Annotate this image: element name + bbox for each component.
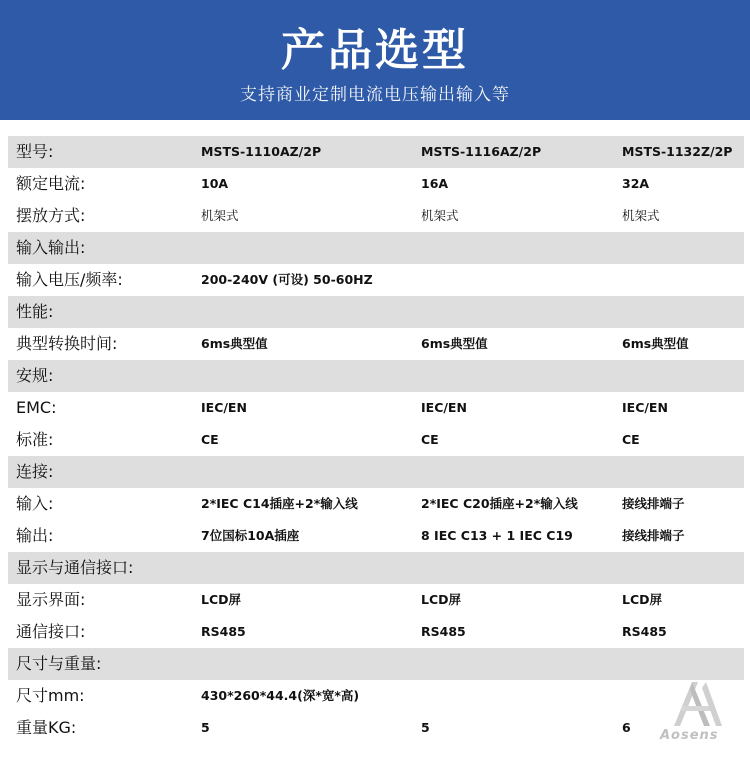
value-cell-col1: IEC/EN [201,400,247,415]
section-header-row [8,296,744,328]
value-cell-col1: 2*IEC C14插座+2*输入线 [201,496,358,511]
header-banner [0,0,750,120]
row-label: 输入输出: [16,238,86,257]
value-cell-col1: 430*260*44.4(深*宽*高) [201,688,360,703]
section-header-row [8,232,744,264]
value-cell-col2: LCD屏 [421,592,462,607]
value-cell-col1: 6ms典型值 [201,336,268,351]
value-cell-col1: 5 [201,720,210,735]
row-label: 显示界面: [16,590,86,609]
spec-row [8,168,744,200]
spec-row [8,200,744,232]
value-cell-col1: LCD屏 [201,592,242,607]
section-header-row [8,456,744,488]
row-label: 连接: [16,462,54,481]
value-cell-col2: IEC/EN [421,400,467,415]
value-cell-col3: RS485 [622,624,667,639]
row-label: 重量KG: [16,718,77,737]
row-label: 输出: [16,526,54,545]
value-cell-col3: 机架式 [622,208,660,223]
value-cell-col2: CE [421,432,439,447]
page-title: 产品选型 [281,25,469,76]
value-cell-col3: MSTS-1132Z/2P [622,144,733,159]
section-header-row [8,136,744,168]
value-cell-col2: 16A [421,176,449,191]
value-cell-col3: 6 [622,720,631,735]
value-cell-col2: 8 IEC C13 + 1 IEC C19 [421,528,573,543]
row-label: 显示与通信接口: [16,558,134,577]
row-label: 输入电压/频率: [16,270,123,289]
spec-row [8,488,744,520]
value-cell-col1: CE [201,432,219,447]
value-cell-col2: 机架式 [421,208,459,223]
page-subtitle: 支持商业定制电流电压输出输入等 [240,85,510,105]
value-cell-col1: 10A [201,176,229,191]
value-cell-col1: MSTS-1110AZ/2P [201,144,322,159]
row-label: 通信接口: [16,622,86,641]
row-label: 型号: [16,142,54,161]
value-cell-col2: 6ms典型值 [421,336,488,351]
row-label: 性能: [16,302,54,321]
spec-table [8,136,744,744]
value-cell-col2: 2*IEC C20插座+2*输入线 [421,496,578,511]
logo-mark-icon [668,676,726,728]
value-cell-col1: 200-240V (可设) 50-60HZ [201,272,373,287]
row-label: EMC: [16,398,57,417]
spec-row [8,328,744,360]
spec-row [8,392,744,424]
section-header-row [8,648,744,680]
row-label: 典型转换时间: [16,334,118,353]
value-cell-col2: 5 [421,720,430,735]
row-label: 安规: [16,366,54,385]
row-label: 摆放方式: [16,206,86,225]
value-cell-col3: IEC/EN [622,400,668,415]
spec-row [8,584,744,616]
value-cell-col1: 机架式 [201,208,239,223]
aosens-logo [660,676,740,748]
spec-row [8,424,744,456]
value-cell-col1: 7位国标10A插座 [201,528,300,543]
value-cell-col3: 接线排端子 [622,496,685,511]
value-cell-col3: 6ms典型值 [622,336,689,351]
value-cell-col3: 32A [622,176,650,191]
logo-text: Aosens [660,728,719,743]
spec-row [8,712,744,744]
section-header-row [8,552,744,584]
value-cell-col1: RS485 [201,624,246,639]
value-cell-col3: LCD屏 [622,592,663,607]
spec-row [8,616,744,648]
value-cell-col3: 接线排端子 [622,528,685,543]
row-label: 尺寸mm: [16,686,85,705]
section-header-row [8,360,744,392]
value-cell-col2: MSTS-1116AZ/2P [421,144,542,159]
spec-row [8,520,744,552]
row-label: 标准: [16,430,54,449]
row-label: 尺寸与重量: [16,654,102,673]
row-label: 额定电流: [16,174,86,193]
value-cell-col3: CE [622,432,640,447]
row-label: 输入: [16,494,54,513]
spec-row [8,264,744,296]
value-cell-col2: RS485 [421,624,466,639]
spec-row [8,680,744,712]
